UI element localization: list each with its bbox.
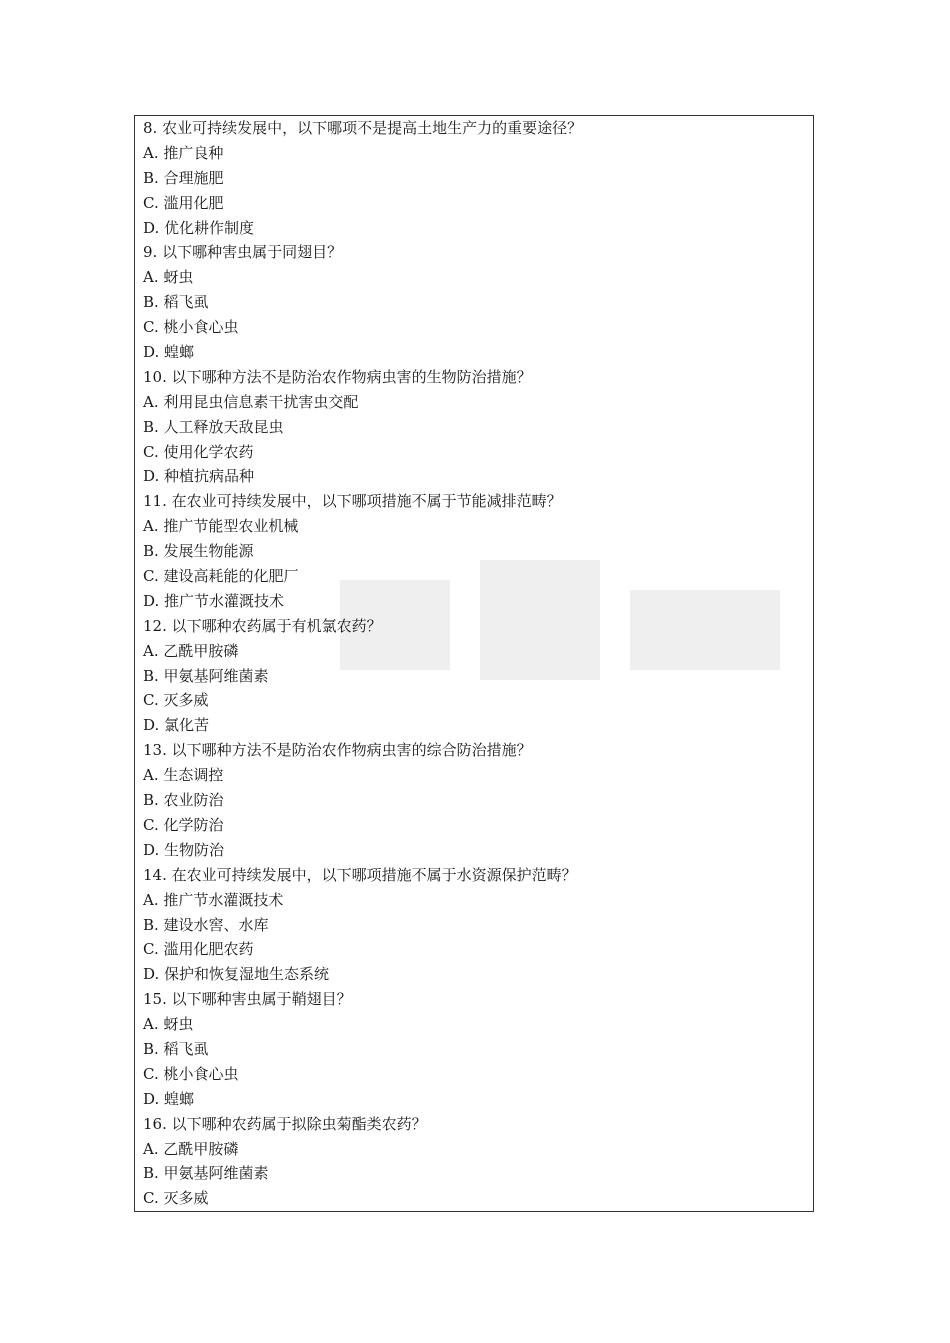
option-text: D. 生物防治: [143, 840, 225, 859]
option-text: D. 种植抗病品种: [143, 467, 255, 486]
option-text: C. 化学防治: [143, 815, 224, 834]
option-text: B. 人工释放天敌昆虫: [143, 417, 284, 436]
question-text: 10. 以下哪种方法不是防治农作物病虫害的生物防治措施？: [143, 367, 532, 386]
question-list: [143, 116, 582, 1211]
question-text: 11. 在农业可持续发展中，以下哪项措施不属于节能减排范畴？: [143, 492, 562, 511]
option-text: D. 保护和恢复湿地生态系统: [143, 965, 330, 984]
option-text: D. 优化耕作制度: [143, 218, 255, 237]
option-text: B. 稻飞虱: [143, 293, 209, 312]
option-text: D. 蝗螂: [143, 1089, 195, 1108]
option-text: A. 推广良种: [143, 143, 224, 162]
option-text: B. 合理施肥: [143, 168, 224, 187]
question-text: 15. 以下哪种害虫属于鞘翅目？: [143, 990, 352, 1009]
option-text: B. 稻飞虱: [143, 1039, 209, 1058]
question-text: 13. 以下哪种方法不是防治农作物病虫害的综合防治措施？: [143, 741, 532, 760]
option-text: C. 灭多威: [143, 691, 209, 710]
option-text: B. 农业防治: [143, 791, 224, 810]
option-text: C. 桃小食心虫: [143, 318, 239, 337]
option-text: B. 甲氨基阿维菌素: [143, 1164, 269, 1183]
option-text: C. 建设高耗能的化肥厂: [143, 567, 299, 586]
question-text: 9. 以下哪种害虫属于同翅目？: [143, 243, 343, 262]
option-text: A. 推广节能型农业机械: [143, 517, 299, 536]
option-text: A. 生态调控: [143, 766, 224, 785]
option-text: D. 氯化苦: [143, 716, 210, 735]
option-text: C. 灭多威: [143, 1189, 209, 1208]
question-text: 8. 农业可持续发展中，以下哪项不是提高土地生产力的重要途径？: [143, 119, 583, 137]
option-text: A. 推广节水灌溉技术: [143, 890, 284, 909]
option-text: A. 乙酰甲胺磷: [143, 1139, 239, 1158]
option-text: A. 乙酰甲胺磷: [143, 641, 239, 660]
option-text: C. 滥用化肥: [143, 193, 224, 212]
option-text: A. 蚜虫: [143, 268, 194, 287]
option-text: D. 蝗螂: [143, 343, 195, 362]
question-text: 14. 在农业可持续发展中，以下哪项措施不属于水资源保护范畴？: [143, 865, 577, 884]
option-text: C. 桃小食心虫: [143, 1064, 239, 1083]
option-text: B. 甲氨基阿维菌素: [143, 666, 269, 685]
option-text: A. 蚜虫: [143, 1015, 194, 1034]
option-text: B. 建设水窖、水库: [143, 915, 269, 934]
option-text: B. 发展生物能源: [143, 542, 254, 561]
option-text: D. 推广节水灌溉技术: [143, 591, 285, 610]
option-text: A. 利用昆虫信息素干扰害虫交配: [143, 392, 359, 411]
option-text: C. 使用化学农药: [143, 442, 254, 461]
question-text: 16. 以下哪种农药属于拟除虫菊酯类农药？: [143, 1114, 427, 1133]
question-text: 12. 以下哪种农药属于有机氯农药？: [143, 616, 382, 635]
option-text: C. 滥用化肥农药: [143, 940, 254, 959]
